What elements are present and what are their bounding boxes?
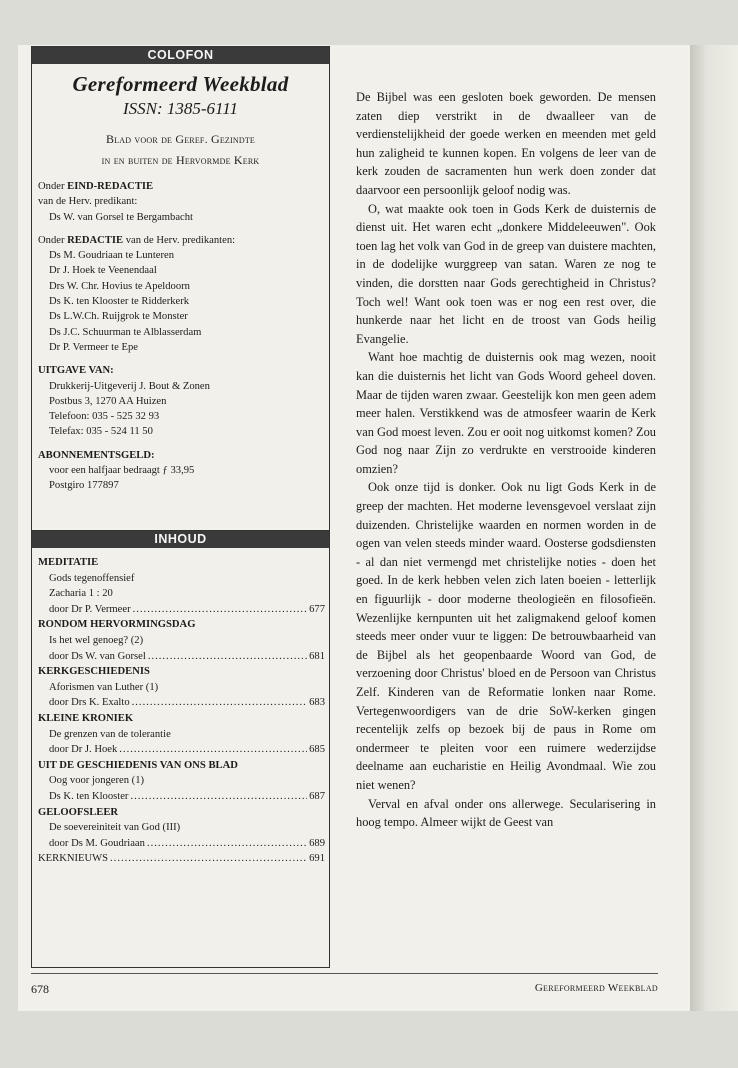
- toc-leader-dots: [148, 649, 307, 665]
- redactie-member: Ds L.W.Ch. Ruijgrok te Monster: [49, 311, 188, 323]
- abonnement-block: [38, 448, 329, 494]
- toc-author: Ds K. ten Klooster: [49, 790, 129, 802]
- uitgave-line: Drukkerij-Uitgeverij J. Bout & Zonen: [49, 380, 210, 392]
- eind-redactie-line2: van de Herv. predikant:: [38, 196, 138, 208]
- redactie-member: Dr J. Hoek te Veenendaal: [49, 265, 157, 277]
- toc-leader-dots: [133, 602, 308, 618]
- running-head: Gereformeerd Weekblad: [534, 982, 658, 994]
- redactie-member: Dr P. Vermeer te Epe: [49, 341, 138, 353]
- toc-entry-kerknieuws: [38, 851, 325, 867]
- toc-item-line: Zacharia 1 : 20: [49, 588, 113, 600]
- toc-author: door Drs K. Exalto: [49, 697, 130, 709]
- article-paragraph: Verval en afval onder ons allerwege. Secularisering in hoog tempo. Almeer wijkt de Geest van: [356, 796, 656, 830]
- issn: ISSN: 1385-6111: [122, 99, 239, 118]
- redactie-prefix: Onder: [38, 234, 65, 246]
- toc-entry: [38, 649, 325, 665]
- toc-page-number: 683: [309, 697, 325, 709]
- uitgave-block: [38, 363, 329, 439]
- toc-leader-dots: [132, 695, 307, 711]
- inhoud-box: [31, 530, 330, 968]
- publication-subtitle: [32, 129, 329, 171]
- eind-redactie-prefix: Onder: [38, 181, 65, 192]
- redactie-member: Ds K. ten Klooster te Ridderkerk: [49, 296, 190, 308]
- toc-entry: [38, 602, 325, 618]
- page-number: 678: [31, 982, 49, 996]
- toc-leader-dots: [147, 836, 307, 852]
- abonnement-label: ABONNEMENTSGELD:: [38, 449, 155, 461]
- toc-item-line: De soevereiniteit van God (III): [49, 822, 181, 834]
- toc-page-number: 685: [309, 744, 325, 756]
- facing-page-edge: [690, 45, 738, 1011]
- redactie-member: Ds J.C. Schuurman te Alblasserdam: [49, 326, 202, 338]
- toc-item-line: Is het wel genoeg? (2): [49, 634, 144, 646]
- toc-entry: [38, 695, 325, 711]
- redactie-block: [38, 233, 329, 355]
- eind-redactie-person: Ds W. van Gorsel te Bergambacht: [49, 211, 193, 223]
- article-paragraph: O, wat maakte ook toen in Gods Kerk de duisternis de dienst uit. Het waren echt „donkere Middeleeuwen". Ook toen lag het volk van God in de greep van duistere machten, in de dodelijke wurggreep van satan. Waren ze nog te vinden, die dorstten naar Gods gerechtigheid in Christus? Toch wel! Want ook toen was er nog een rest over, die hunkerde naar het licht en de troost van Gods heilig Evangelie.: [356, 201, 656, 346]
- toc-page-number: 677: [309, 603, 325, 615]
- subtitle-line-1: Blad voor de Geref. Gezindte: [105, 132, 256, 146]
- toc-leader-dots: [110, 851, 307, 867]
- toc-page-number: 689: [309, 837, 325, 849]
- toc-author: door Ds W. van Gorsel: [49, 650, 146, 662]
- publication-title: Gereformeerd Weekblad: [72, 72, 289, 96]
- toc-section-title: GELOOFSLEER: [38, 806, 119, 818]
- inhoud-header: INHOUD: [32, 531, 329, 548]
- toc-entry: [38, 742, 325, 758]
- masthead: [32, 72, 329, 171]
- toc-page-number: 691: [309, 853, 325, 865]
- toc-author: door Ds M. Goudriaan: [49, 837, 145, 849]
- table-of-contents: [38, 555, 329, 867]
- article-paragraph: Ook onze tijd is donker. Ook nu ligt Gods Kerk in de greep der machten. Het moderne levensgevoel verslaat zijn duizenden. Christelijke waarden en normen worden in de ogen van velen steeds minder waard. Oosterse godsdiensten - al dan niet vermengd met christelijke noties - doen het goed. In de kerk hebben velen zich laten boeien - letterlijk en figuurlijk - door moderne theologieën en filosofieën. Wezenlijke kernpunten uit het zaligmakend geloof komen steeds meer onder vuur te liggen: De betrouwbaarheid van de Bijbel als het geopenbaarde Woord van God, de verzoening door Christus' bloed en de Persoon van Christus Zelf. Kinderen van de Reformatie lonken naar Rome. Vertegenwoordigers van de drie SoW-kerken gingen recentelijk zelfs op bezoek bij de paus in Rome om ondermeer te pleiten voor een ruimere wederzijdse deelname aan eucharistie en Heilig Avondmaal. Wie zou niet wenen?: [356, 480, 656, 792]
- toc-author: door Dr P. Vermeer: [49, 603, 131, 615]
- eind-redactie-block: [38, 179, 329, 225]
- toc-section-title: RONDOM HERVORMINGSDAG: [38, 619, 196, 631]
- footer-rule: [31, 973, 658, 974]
- redactie-suffix: van de Herv. predikanten:: [125, 234, 236, 246]
- toc-section-title: MEDITATIE: [38, 557, 99, 568]
- redactie-member: Ds M. Goudriaan te Lunteren: [49, 250, 175, 262]
- toc-item-line: Aforismen van Luther (1): [49, 681, 159, 693]
- toc-item-line: De grenzen van de tolerantie: [49, 728, 171, 740]
- abonnement-line: voor een halfjaar bedraagt ƒ 33,95: [49, 465, 195, 477]
- toc-leader-dots: [130, 789, 307, 805]
- eind-redactie-label: EIND-REDACTIE: [67, 181, 154, 192]
- toc-section-title: KLEINE KRONIEK: [38, 712, 134, 724]
- uitgave-label: UITGAVE VAN:: [38, 365, 114, 377]
- uitgave-line: Telefax: 035 - 524 11 50: [49, 426, 153, 438]
- toc-page-number: 687: [309, 790, 325, 802]
- toc-section-title: KERKGESCHIEDENIS: [38, 666, 150, 678]
- uitgave-line: Postbus 3, 1270 AA Huizen: [49, 395, 167, 407]
- article-paragraph: Want hoe machtig de duisternis ook mag wezen, nooit kan die duisternis het licht van Gods Woord geheel doven. Maar de tijden waren zwaar. Geestelijk kon men geen adem meer halen. Verstikkend was de atmosfeer waarin de Kerk van God moest leven. Zou er ooit nog uitkomst komen? Zou God nog naar Zijn zo verdrukte en verstrooide kinderen omzien?: [356, 350, 656, 476]
- redactie-label: REDACTIE: [67, 234, 124, 246]
- redactie-member: Drs W. Chr. Hovius te Apeldoorn: [49, 280, 190, 292]
- toc-item-line: Oog voor jongeren (1): [49, 775, 145, 787]
- toc-author: door Dr J. Hoek: [49, 744, 118, 756]
- article-paragraph: De Bijbel was een gesloten boek geworden. De mensen zaten diep verstrikt in de dwaalleer van de verdienstelijkheid der goede werken en meenden met geld hun zaligheid te kunnen kopen. En volgens de leer van de kerk zouden de sacramenten hun werk doen zonder dat daarvoor een persoonlijk geloof nodig was.: [356, 90, 656, 197]
- article-body: [356, 88, 656, 832]
- toc-item-line: Gods tegenoffensief: [49, 572, 135, 584]
- subtitle-line-2: in en buiten de Hervormde Kerk: [101, 153, 260, 167]
- toc-entry: [38, 836, 325, 852]
- toc-leader-dots: [119, 742, 307, 758]
- toc-page-number: 681: [309, 650, 325, 662]
- uitgave-line: Telefoon: 035 - 525 32 93: [49, 411, 160, 423]
- toc-entry: [38, 789, 325, 805]
- colofon-header: COLOFON: [32, 47, 329, 64]
- abonnement-line: Postgiro 177897: [49, 480, 119, 492]
- toc-section-title: UIT DE GESCHIEDENIS VAN ONS BLAD: [38, 759, 238, 771]
- colofon-box: [31, 46, 330, 571]
- toc-section-title: KERKNIEUWS: [38, 853, 109, 865]
